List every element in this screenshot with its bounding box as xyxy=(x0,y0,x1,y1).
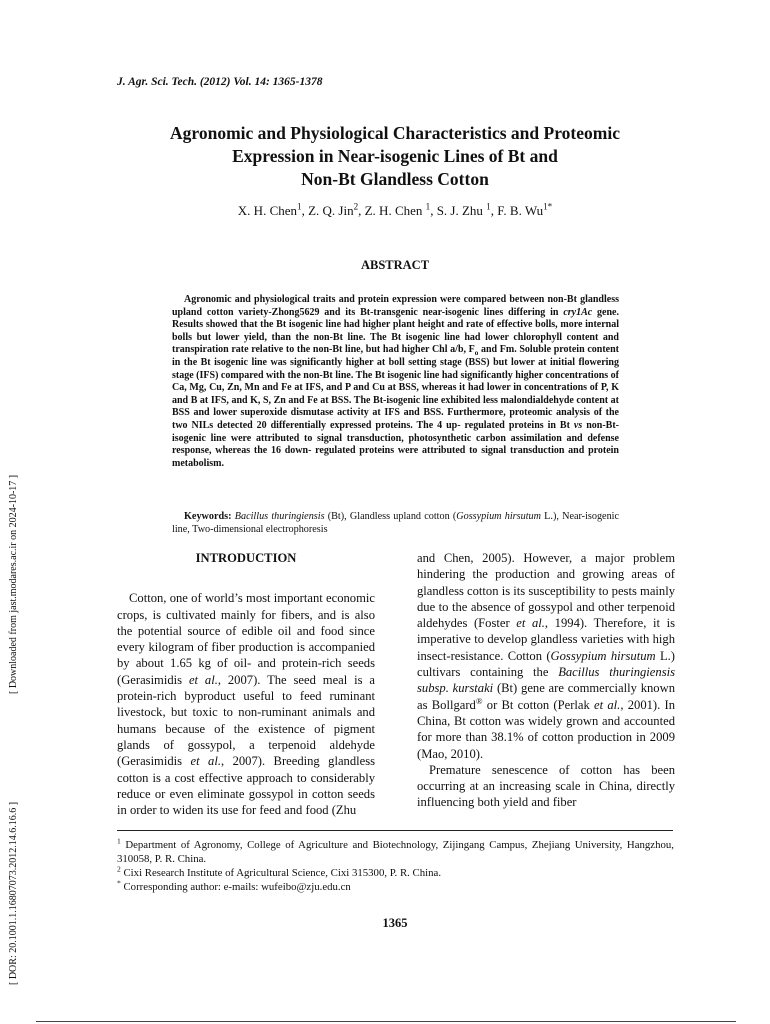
species-name: Gossypium hirsutum xyxy=(550,648,656,663)
paper-title xyxy=(110,122,680,191)
intro-paragraph xyxy=(117,590,375,818)
footnote-divider xyxy=(117,830,673,831)
right-column xyxy=(417,550,675,811)
text-segment: (Bt) gene are commercially known as Bollgard xyxy=(417,681,675,712)
intro-paragraph xyxy=(417,550,675,762)
footnote-text: Cixi Research Institute of Agricultural Science, Cixi 315300, P. R. China. xyxy=(120,867,442,879)
affiliation-mark: 1 xyxy=(425,201,431,212)
citation-etal: et al. xyxy=(594,697,621,712)
keywords-label: Keywords: xyxy=(184,511,232,522)
keyword-species: Bacillus thuringiensis xyxy=(234,511,325,522)
text-segment: L.) cultivars containing the xyxy=(417,648,675,680)
text-segment: , 2007). Breeding glandless cotton is a cost effective approach to considerably reduce or even eliminate gossypol in cotton seeds in order to widen its use for feed and food (Zhu xyxy=(117,754,376,818)
keyword-text: L.), Near-isogenic line, Two-dimensional electrophoresis xyxy=(172,511,620,535)
registered-mark: ® xyxy=(475,695,483,706)
author-name: X. H. Chen xyxy=(237,203,298,218)
keyword-species: Gossypium hirsutum xyxy=(456,511,541,522)
abstract-heading: ABSTRACT xyxy=(360,258,430,272)
introduction-heading: INTRODUCTION xyxy=(195,551,297,565)
bottom-divider xyxy=(36,1021,736,1022)
abstract-segment: gene. Results showed that the Bt isogenic line had higher plant height and rate of effective bolls, more internal bolls but lower yield, than the non-Bt line. The Bt isogenic line had lower chlorophyll content and transpiration rate relative to the non-Bt line, but had higher Chl a/b, F xyxy=(172,306,619,356)
left-column xyxy=(117,550,375,818)
footnote-text: Department of Agronomy, College of Agriculture and Biotechnology, Zijingang Campus, Zhejiang University, Hangzhou, 310058, P. R. China. xyxy=(117,839,674,865)
keywords xyxy=(172,510,619,536)
intro-paragraph: Premature senescence of cotton has been occurring at an increasing scale in China, directly influencing both yield and fiber xyxy=(417,762,675,810)
footnote-mark: * xyxy=(117,878,121,888)
subscript: o xyxy=(474,349,479,358)
title-line: Non-Bt Glandless Cotton xyxy=(301,169,489,189)
affiliation-mark: 1 xyxy=(486,201,491,212)
text-segment: and Chen, 2005). However, a major problem hindering the production and growing areas of glandless cotton is its susceptibility to pests mainly due to the absence of gossypol and other terpenoid aldehydes (Foster xyxy=(417,551,675,631)
abstract-segment: and Fm. Soluble protein content in the Bt isogenic line was significantly higher at boll setting stage (BSS) but lower at initial flowering stage (IFS) compared with the non-Bt line. The Bt isogenic line had significantly higher concentrations of Ca, Mg, Cu, Zn, Mn and Fe at IFS, and P and Cu at BSS, whereas it had lower in concentrations of P, K and B at IFS, and K, S, Zn and Fe at BSS. The Bt-isogenic line exhibited less malondialdehyde content at BSS and lower superoxide dismutase activity at IFS and BSS. Furthermore, proteomic analysis of the two NILs detected 20 differentially expressed proteins. The 4 up- regulated proteins in Bt xyxy=(172,344,619,431)
title-line: Agronomic and Physiological Characteristics and Proteomic xyxy=(170,123,620,143)
citation-etal: et al. xyxy=(516,616,545,631)
doi-stamp: [ DOR: 20.1001.1.16807073.2012.14.6.16.6 ] xyxy=(8,801,19,985)
download-stamp: [ Downloaded from jast.modares.ac.ir on 2024-10-17 ] xyxy=(8,474,19,694)
text-segment: or Bt cotton (Perlak xyxy=(482,697,595,712)
author-name: , Z. Q. Jin xyxy=(301,203,354,218)
species-name: Bacillus thuringiensis subsp. kurstaki xyxy=(417,665,675,696)
text-segment: , 1994). Therefore, it is imperative to develop glandless varieties with high insect-resistance. Cotton ( xyxy=(417,616,675,663)
text-segment: Cotton, one of world’s most important economic crops, is cultivated mainly for fibers, and is also the potential source of edible oil and food since every kilogram of fiber production is accompanied by about 1.65 kg of oil- and protein-rich seeds (Gerasimidis xyxy=(117,591,375,687)
page-number: 1365 xyxy=(382,916,408,930)
text-segment: , 2001). In China, Bt cotton was widely grown and accounted for more than 38.1% of cotton production in 2009 (Mao, 2010). xyxy=(417,697,676,761)
footnote xyxy=(117,866,674,880)
author-list xyxy=(110,203,680,219)
footnote-text: Corresponding author: e-mails: wufeibo@zju.edu.cn xyxy=(120,881,351,893)
affiliation-mark: 2 xyxy=(353,201,359,212)
footnote-mark: 2 xyxy=(117,864,121,874)
italic-term: vs xyxy=(573,419,583,431)
abstract-text xyxy=(172,294,619,470)
keyword-text: (Bt), Glandless upland cotton ( xyxy=(324,511,457,522)
footnote xyxy=(117,838,674,866)
footnotes xyxy=(117,838,674,894)
text-segment: , 2007). The seed meal is a protein-rich byproduct useful to feed ruminant livestock, but toxic to non-ruminant animals and humans because of the existence of pigment glands of gossypol, a terpenoid aldehyde (Gerasimidis xyxy=(117,672,376,769)
title-line: Expression in Near-isogenic Lines of Bt and xyxy=(232,146,558,166)
author-name: , S. J. Zhu xyxy=(430,203,487,218)
abstract-segment: non-Bt-isogenic line were attributed to signal transduction, photosynthetic carbon assimilation and defense response, whereas the 16 down- regulated proteins were attributed to signal transduction and protein metabolism. xyxy=(172,419,619,469)
gene-name: cry1Ac xyxy=(563,306,593,318)
affiliation-mark: 1* xyxy=(543,201,553,212)
author-name: , F. B. Wu xyxy=(490,203,544,218)
citation-etal: et al. xyxy=(190,754,221,769)
footnote xyxy=(117,880,674,894)
affiliation-mark: 1 xyxy=(297,201,302,212)
journal-reference: J. Agr. Sci. Tech. (2012) Vol. 14: 1365-1378 xyxy=(117,76,323,88)
abstract-segment: Agronomic and physiological traits and protein expression were compared between non-Bt glandless upland cotton variety-Zhong5629 and its Bt-transgenic near-isogenic lines differing in xyxy=(172,294,619,318)
citation-etal: et al. xyxy=(188,672,218,687)
author-name: , Z. H. Chen xyxy=(358,203,426,218)
footnote-mark: 1 xyxy=(117,836,121,846)
